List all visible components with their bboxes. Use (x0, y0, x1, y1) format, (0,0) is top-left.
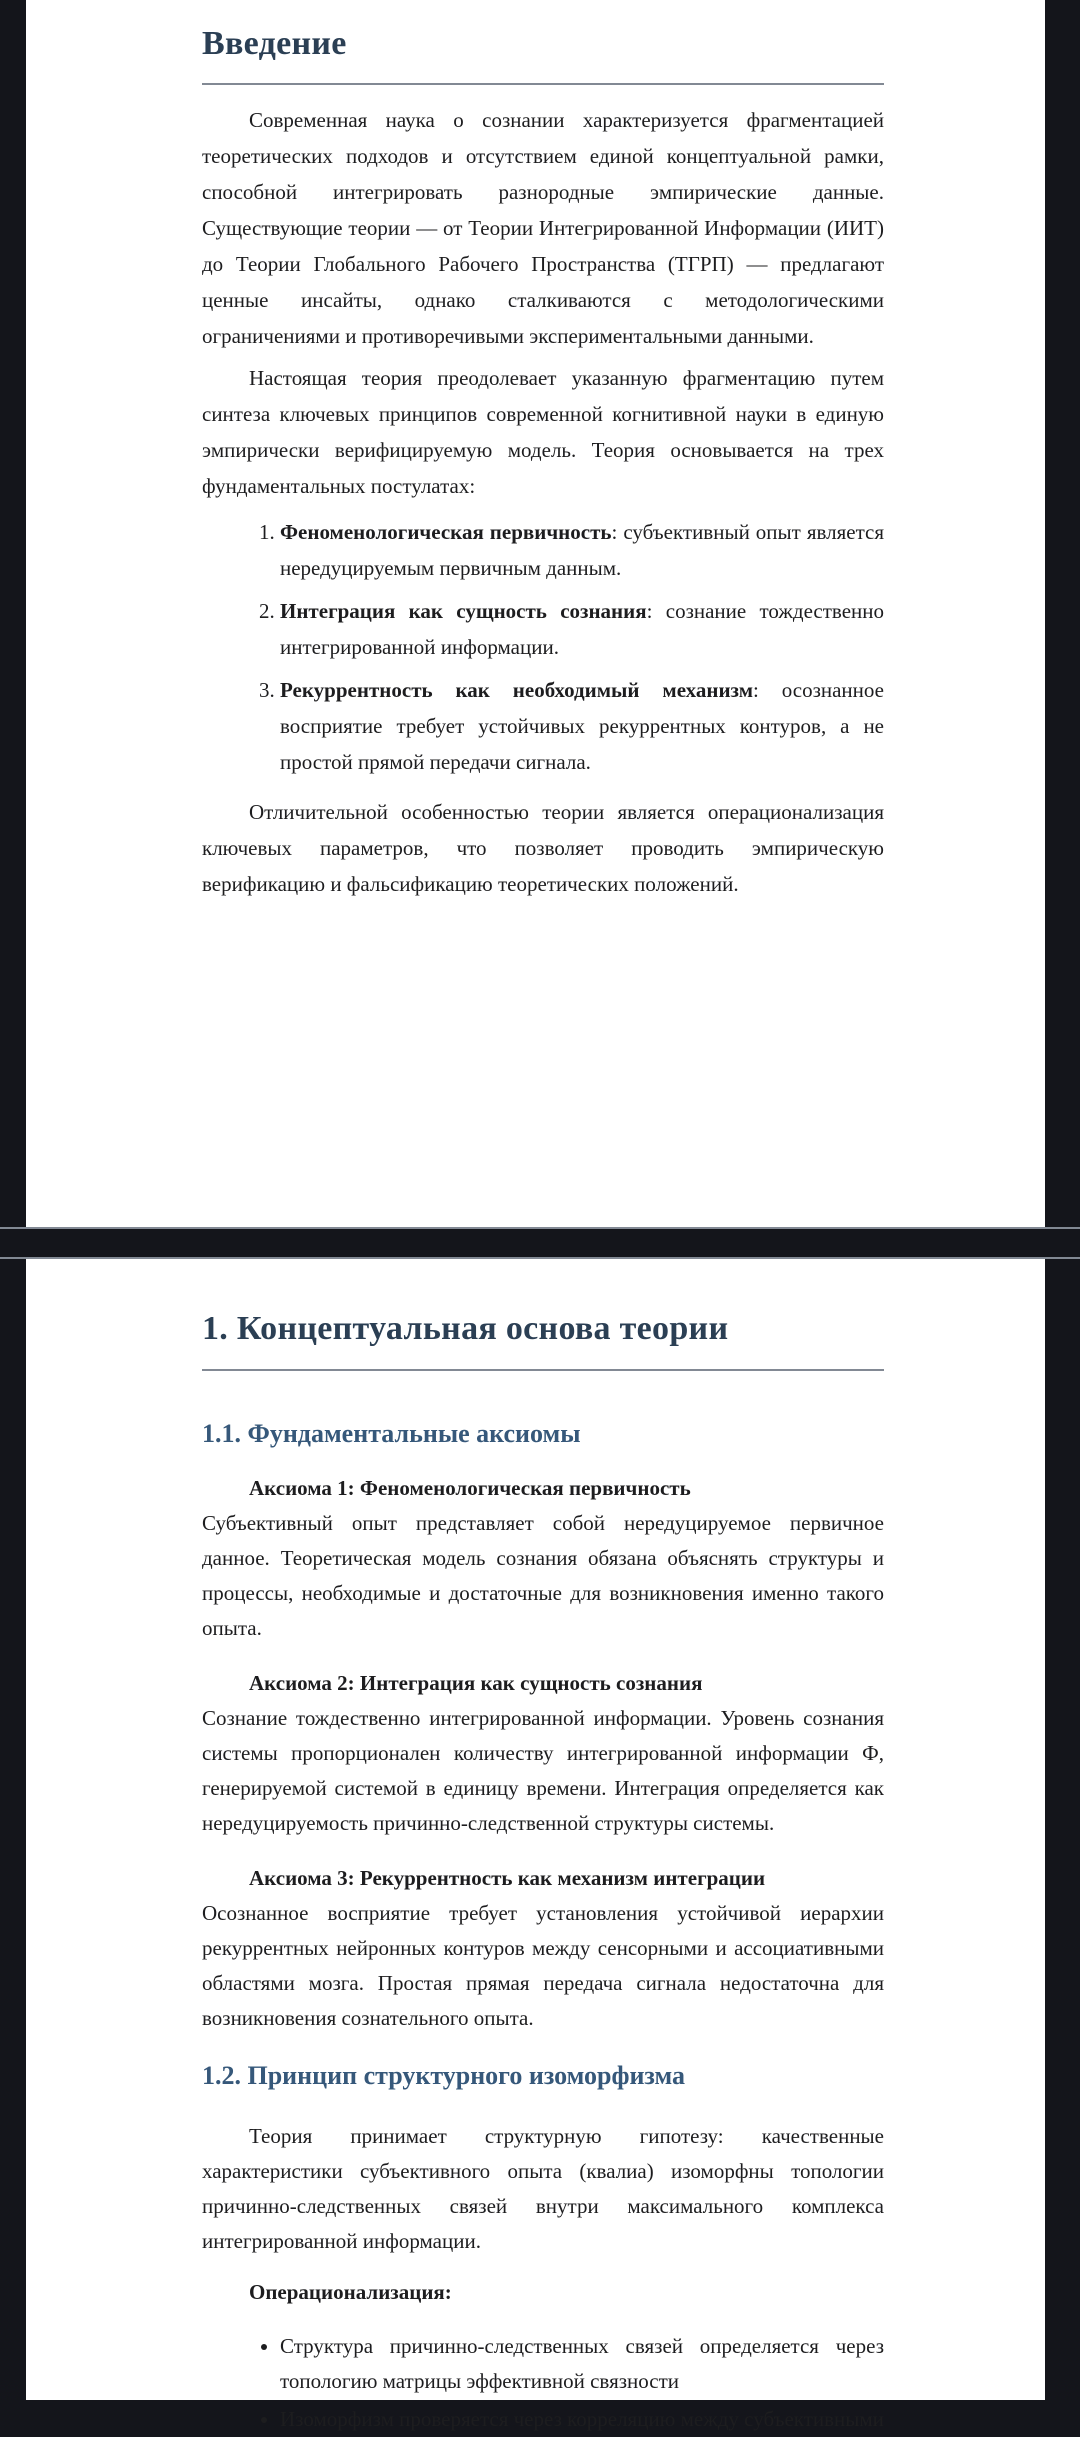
page-1 (26, 0, 1045, 1227)
axiom-1-body: Субъективный опыт представляет собой нередуцируемое первичное данное. Теоретическая модель сознания обязана объяснять структуры и процессы, необходимые и достаточные для возникновения именно такого опыта. (202, 1511, 884, 1640)
page2-heading: 1. Концептуальная основа теории (202, 1310, 729, 1347)
postulates-list (202, 514, 884, 780)
postulate-item-3 (280, 672, 884, 780)
section-1-2-heading: 1.2. Принцип структурного изоморфизма (202, 2061, 686, 2090)
intro-paragraph-3: Отличительной особенностью теории является операционализация ключевых параметров, что позволяет проводить эмпирическую верификацию и фальсификацию теоретических положений. (202, 800, 884, 896)
operationalization-list (202, 2329, 884, 2437)
intro-paragraph-2: Настоящая теория преодолевает указанную фрагментацию путем синтеза ключевых принципов современной когнитивной науки в единую эмпирически верифицируемую модель. Теория основывается на трех фундаментальных постулатах: (202, 366, 884, 498)
intro-paragraph-1: Современная наука о сознании характеризуется фрагментацией теоретических подходов и отсутствием единой концептуальной рамки, способной интегрировать разнородные эмпирические данные. Существующие теории — от Теории Интегрированной Информации (ИИТ) до Теории Глобального Рабочего Пространства (ТГРП) — предлагают ценные инсайты, однако сталкиваются с методологическими ограничениями и противоречивыми экспериментальными данными. (202, 108, 884, 348)
operationalization-item-2: • Изоморфизм проверяется через корреляцию между субъективными (280, 2402, 884, 2437)
postulate-item-1 (280, 514, 884, 586)
postulate-text: : субъективный опыт является нередуцируемым первичным данным. (280, 520, 885, 580)
axiom-2-body: Сознание тождественно интегрированной информации. Уровень сознания системы пропорционален количеству интегрированной информации Ф, генерируемой системой в единицу времени. Интеграция определяется как нередуцируемость причинно-следственной структуры системы. (202, 1706, 884, 1835)
heading-divider (202, 1369, 884, 1371)
axiom-3-title: Аксиома 3: Рекуррентность как механизм интеграции (249, 1866, 766, 1890)
heading-divider (202, 83, 884, 85)
operationalization-item-1: • Структура причинно-следственных связей определяется через топологию матрицы эффективной связности (280, 2329, 884, 2399)
axiom-1-title: Аксиома 1: Феноменологическая первичность (249, 1476, 691, 1500)
postulate-text: : осознанное восприятие требует устойчивых рекуррентных контуров, а не простой прямой передачи сигнала. (280, 678, 884, 774)
page-gap (0, 1227, 1080, 1259)
postulate-term: Феноменологическая первичность (280, 520, 612, 544)
postulate-term: Рекуррентность как необходимый механизм (280, 678, 753, 702)
page-2 (26, 1259, 1045, 2431)
postulate-term: Интеграция как сущность сознания (280, 599, 647, 623)
page1-heading: Введение (202, 25, 347, 62)
operationalization-label: Операционализация: (249, 2280, 452, 2304)
axiom-2-title: Аксиома 2: Интеграция как сущность сознания (249, 1671, 703, 1695)
axiom-3-body: Осознанное восприятие требует установления устойчивой иерархии рекуррентных нейронных контуров между сенсорными и ассоциативными областями мозга. Простая прямая передача сигнала недостаточна для возникновения сознательного опыта. (202, 1901, 884, 2030)
section-1-1-heading: 1.1. Фундаментальные аксиомы (202, 1419, 581, 1448)
isomorphism-paragraph: Теория принимает структурную гипотезу: качественные характеристики субъективного опыта (квалиа) изоморфны топологии причинно-следственных связей внутри максимального комплекса интегрированной информации. (202, 2124, 884, 2253)
postulate-text: : сознание тождественно интегрированной информации. (280, 599, 885, 659)
postulate-item-2 (280, 593, 884, 665)
